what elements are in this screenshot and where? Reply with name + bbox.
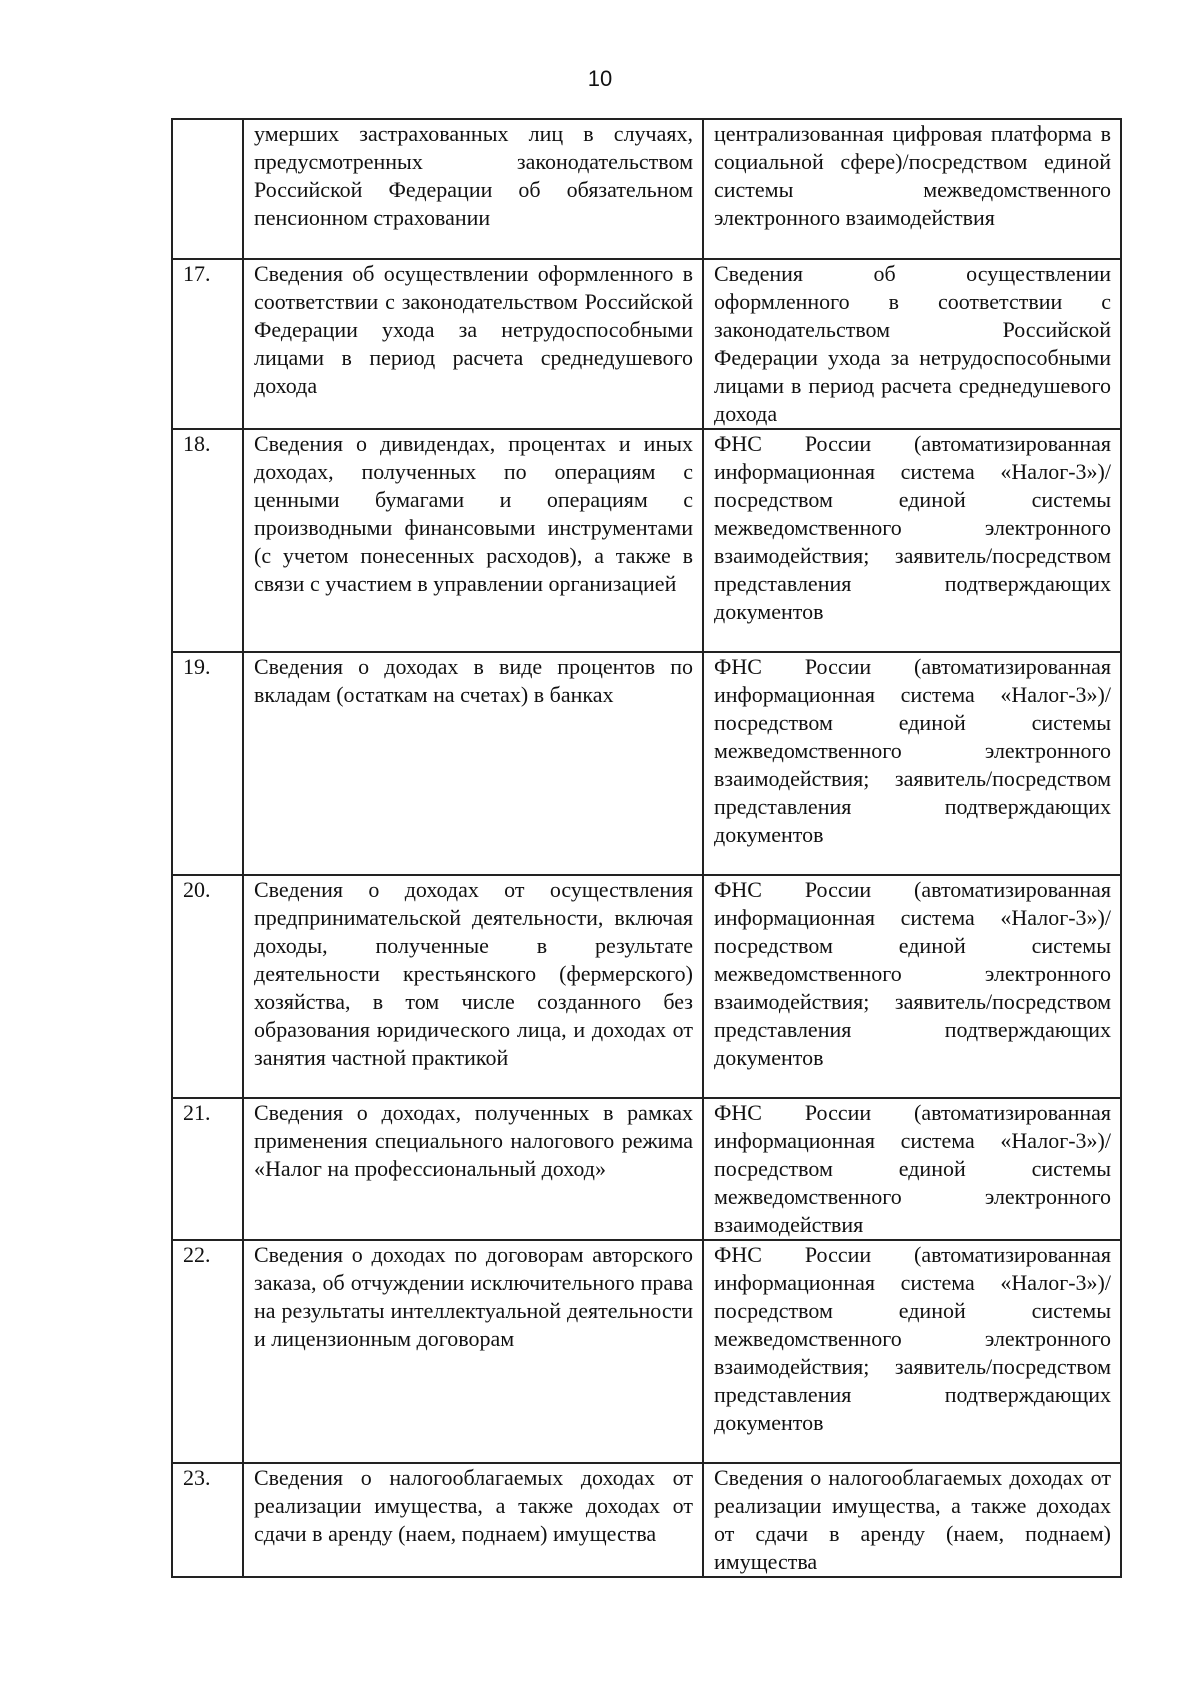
table-row xyxy=(172,1240,1121,1463)
row-description: Сведения об осуществлении оформленного в соответствии с законодательством Российской Федерации ухода за нетрудоспособными лицами в период расчета среднедушевого дохода xyxy=(243,259,703,429)
row-number: 18. xyxy=(172,429,243,652)
row-number: 21. xyxy=(172,1098,243,1240)
row-description: Сведения о доходах в виде процентов по вкладам (остаткам на счетах) в банках xyxy=(243,652,703,875)
row-description: Сведения о налогооблагаемых доходах от реализации имущества, а также доходах от сдачи в аренду (наем, поднаем) имущества xyxy=(243,1463,703,1577)
row-source: ФНС России (автоматизированная информационная система «Налог-3»)/посредством единой системы межведомственного электронного взаимодействия; заявитель/посредством представления подтверждающих документов xyxy=(703,1240,1121,1463)
row-number: 23. xyxy=(172,1463,243,1577)
row-number xyxy=(172,119,243,259)
row-source: ФНС России (автоматизированная информационная система «Налог-3»)/посредством единой системы межведомственного электронного взаимодействия; заявитель/посредством представления подтверждающих документов xyxy=(703,429,1121,652)
row-source: ФНС России (автоматизированная информационная система «Налог-3»)/посредством единой системы межведомственного электронного взаимодействия; заявитель/посредством представления подтверждающих документов xyxy=(703,875,1121,1098)
row-description: умерших застрахованных лиц в случаях, предусмотренных законодательством Российской Федерации об обязательном пенсионном страховании xyxy=(243,119,703,259)
row-source: централизованная цифровая платформа в социальной сфере)/посредством единой системы межведомственного электронного взаимодействия xyxy=(703,119,1121,259)
row-number: 20. xyxy=(172,875,243,1098)
row-description: Сведения о доходах, полученных в рамках применения специального налогового режима «Налог на профессиональный доход» xyxy=(243,1098,703,1240)
row-description: Сведения о доходах от осуществления предпринимательской деятельности, включая доходы, полученные в результате деятельности крестьянского (фермерского) хозяйства, в том числе созданного без образования юридического лица, и доходах от занятия частной практикой xyxy=(243,875,703,1098)
table-row xyxy=(172,119,1121,259)
table-row xyxy=(172,875,1121,1098)
table-row xyxy=(172,1463,1121,1577)
row-source: Сведения об осуществлении оформленного в соответствии с законодательством Российской Федерации ухода за нетрудоспособными лицами в период расчета среднедушевого дохода xyxy=(703,259,1121,429)
table-row xyxy=(172,429,1121,652)
table-row xyxy=(172,1098,1121,1240)
row-source: ФНС России (автоматизированная информационная система «Налог-3»)/посредством единой системы межведомственного электронного взаимодействия; заявитель/посредством представления подтверждающих документов xyxy=(703,652,1121,875)
row-number: 22. xyxy=(172,1240,243,1463)
row-number: 17. xyxy=(172,259,243,429)
page-number: 10 xyxy=(587,66,613,91)
data-sources-table xyxy=(171,118,1122,1578)
table-row xyxy=(172,259,1121,429)
row-number: 19. xyxy=(172,652,243,875)
row-description: Сведения о доходах по договорам авторского заказа, об отчуждении исключительного права на результаты интеллектуальной деятельности и лицензионным договорам xyxy=(243,1240,703,1463)
row-description: Сведения о дивидендах, процентах и иных доходах, полученных по операциям с ценными бумагами и операциям с производными финансовыми инструментами (с учетом понесенных расходов), а также в связи с участием в управлении организацией xyxy=(243,429,703,652)
row-source: ФНС России (автоматизированная информационная система «Налог-3»)/посредством единой системы межведомственного электронного взаимодействия xyxy=(703,1098,1121,1240)
row-source: Сведения о налогооблагаемых доходах от реализации имущества, а также доходах от сдачи в аренду (наем, поднаем) имущества xyxy=(703,1463,1121,1577)
table-row xyxy=(172,652,1121,875)
